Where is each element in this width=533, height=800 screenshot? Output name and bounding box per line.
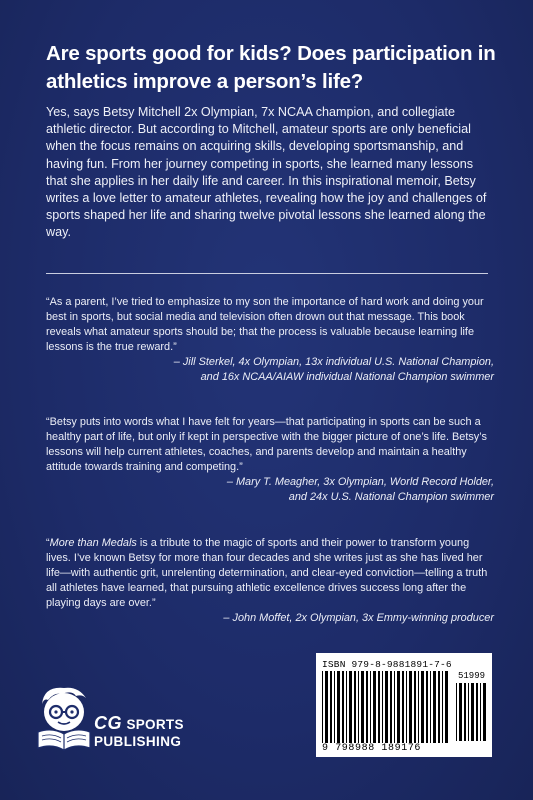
- isbn-label: ISBN 979-8-9881891-7-6: [322, 659, 452, 670]
- barcode-bar: [406, 671, 407, 743]
- barcode-bar: [459, 683, 462, 741]
- barcode-bar: [373, 671, 376, 743]
- barcode-bar: [349, 671, 352, 743]
- barcode-bar: [426, 671, 428, 743]
- isbn-barcode: [316, 653, 492, 757]
- barcode-bar: [471, 683, 474, 741]
- barcode-bar: [418, 671, 419, 743]
- barcode-bar: [445, 671, 448, 743]
- barcode-bars: [322, 671, 450, 743]
- testimonial-text: [46, 536, 494, 611]
- barcode-bar: [468, 683, 469, 741]
- price-code: 51999: [458, 671, 486, 681]
- barcode-bar: [421, 671, 424, 743]
- barcode-bar: [480, 683, 481, 741]
- addon-barcode-bars: [456, 683, 486, 741]
- barcode-bar: [354, 671, 356, 743]
- barcode-bar: [464, 683, 466, 741]
- barcode-bar: [394, 671, 395, 743]
- barcode-bar: [342, 671, 344, 743]
- testimonial-text: “Betsy puts into words what I have felt for years—that participating in sports can be such a healthy part of life, but only if kept in perspective with the bigger picture of one’s life. Betsy’s lessons will help current athletes, coaches, and parents develop and maintain a healthy attitude towards training and competing.”: [46, 416, 487, 473]
- barcode-bar: [370, 671, 371, 743]
- barcode-bar: [414, 671, 416, 743]
- barcode-bar: [378, 671, 380, 743]
- barcode-bar: [334, 671, 335, 743]
- barcode-bar: [382, 671, 383, 743]
- headline: Are sports good for kids? Does participation in athletics improve a person’s life?: [46, 42, 496, 93]
- intro-paragraph: Yes, says Betsy Mitchell 2x Olympian, 7x NCAA champion, and collegiate athletic director. But according to Mitchell, amateur sports are only beneficial when the focus remains on acquiring skills, developing sportsmanship, and having fun. From her journey competing in sports, she learned many lessons that she applies in her daily life and career. In this inspirational memoir, Betsy writes a love letter to amateur athletes, revealing how the joy and challenges of sports shaped her life and sharing twelve pivotal lessons she learned along the way.: [46, 105, 487, 240]
- barcode-bar: [322, 671, 323, 743]
- divider: [46, 273, 488, 274]
- publisher-sports: SPORTS: [126, 717, 184, 732]
- barcode-digits: 9 798988 189176: [322, 743, 422, 754]
- barcode-bar: [325, 671, 328, 743]
- testimonial-body: is a tribute to the magic of sports and their power to transform young lives. I’ve known Betsy for more than four decades and she writes just as she has lived her life—with authentic grit, unrelenting determination, and clear-eyed conviction—telling a truth all athletes have learned, that pursuing athletic excellence drives success long after the playing days are over.”: [46, 537, 488, 609]
- barcode-bar: [483, 683, 486, 741]
- testimonial-2: [46, 415, 494, 504]
- barcode-bar: [330, 671, 332, 743]
- barcode-bar: [366, 671, 368, 743]
- barcode-bar: [390, 671, 392, 743]
- testimonial-attribution: – John Moffet, 2x Olympian, 3x Emmy-winning producer: [223, 611, 494, 624]
- barcode-bar: [438, 671, 440, 743]
- barcode-bar: [385, 671, 388, 743]
- barcode-bar: [397, 671, 400, 743]
- barcode-bar: [361, 671, 364, 743]
- testimonial-1: [46, 295, 494, 384]
- testimonial-text: “As a parent, I’ve tried to emphasize to my son the importance of hard work and doing your best in sports, but social media and television often drown out that message. This book reveals what amateur sports should be; that the process is valuable because learning life lessons is the true reward.”: [46, 296, 484, 353]
- barcode-bar: [337, 671, 340, 743]
- testimonial-3: [46, 536, 494, 625]
- barcode-bar: [402, 671, 404, 743]
- book-title: More than Medals: [49, 537, 137, 549]
- barcode-bar: [442, 671, 443, 743]
- testimonial-attribution: and 16x NCAA/AIAW individual National Champion swimmer: [200, 370, 494, 383]
- publisher-publishing: PUBLISHING: [94, 734, 182, 749]
- barcode-bar: [358, 671, 359, 743]
- barcode-bar: [476, 683, 478, 741]
- barcode-bar: [430, 671, 431, 743]
- barcode-bar: [409, 671, 412, 743]
- publisher-cg: CG: [94, 713, 122, 733]
- barcode-bar: [346, 671, 347, 743]
- testimonial-attribution: – Jill Sterkel, 4x Olympian, 13x individual U.S. National Champion,: [173, 355, 494, 368]
- barcode-bar: [433, 671, 436, 743]
- barcode-bar: [456, 683, 457, 741]
- testimonial-attribution: and 24x U.S. National Champion swimmer: [288, 490, 494, 503]
- testimonial-attribution: – Mary T. Meagher, 3x Olympian, World Record Holder,: [226, 475, 494, 488]
- quote-mark: “: [46, 537, 50, 549]
- publisher-logo: [94, 714, 184, 750]
